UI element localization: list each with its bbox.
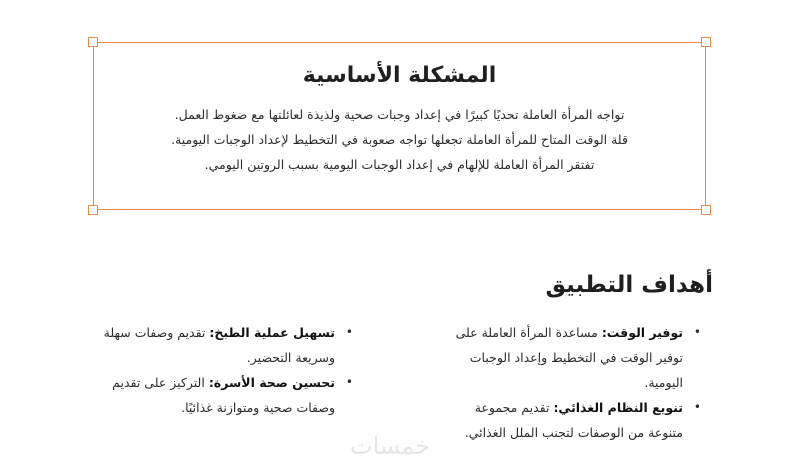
goal-item-save-time <box>440 320 705 395</box>
goals-list-right <box>440 320 705 445</box>
goal-item-easy-cooking <box>95 320 357 370</box>
bullet-icon: • <box>693 400 701 414</box>
goal-text: تقديم مجموعة متنوعة من الوصفات لتجنب الملل الغذائي. <box>464 400 683 440</box>
problem-line-3: تفتقر المرأة العاملة للإلهام في إعداد الوجبات اليومية بسبب الروتين اليومي. <box>204 157 595 172</box>
watermark-logo: خمسات <box>350 432 431 460</box>
resize-handle-bottom-left[interactable] <box>88 205 98 215</box>
problem-title: المشكلة الأساسية <box>302 63 497 88</box>
problem-text <box>94 102 705 177</box>
problem-textbox[interactable] <box>93 42 706 210</box>
goal-label: توفير الوقت: <box>601 325 683 340</box>
resize-handle-top-right[interactable] <box>701 37 711 47</box>
resize-handle-bottom-right[interactable] <box>701 205 711 215</box>
bullet-icon: • <box>345 375 353 389</box>
goals-list-left <box>95 320 357 420</box>
problem-line-2: قلة الوقت المتاح للمرأة العاملة تجعلها تواجه صعوبة في التخطيط لإعداد الوجبات اليومية. <box>171 132 628 147</box>
goal-item-diversify-diet <box>440 395 705 445</box>
goal-label: تنويع النظام الغذائي: <box>553 400 683 415</box>
goal-text: تقديم وصفات سهلة وسريعة التحضير. <box>103 325 335 365</box>
goal-text: التركيز على تقديم وصفات صحية ومتوازنة غذائيًا. <box>112 375 335 415</box>
resize-handle-top-left[interactable] <box>88 37 98 47</box>
goal-label: تحسين صحة الأسرة: <box>208 375 335 390</box>
goal-text: مساعدة المرأة العاملة على توفير الوقت في التخطيط وإعداد الوجبات اليومية. <box>455 325 683 390</box>
bullet-icon: • <box>345 325 353 339</box>
bullet-icon: • <box>693 325 701 339</box>
goals-title: أهداف التطبيق <box>545 272 713 298</box>
problem-line-1: تواجه المرأة العاملة تحديًا كبيرًا في إعداد وجبات صحية ولذيذة لعائلتها مع ضغوط العمل. <box>174 107 625 122</box>
goal-item-family-health <box>95 370 357 420</box>
goal-label: تسهيل عملية الطبخ: <box>209 325 335 340</box>
